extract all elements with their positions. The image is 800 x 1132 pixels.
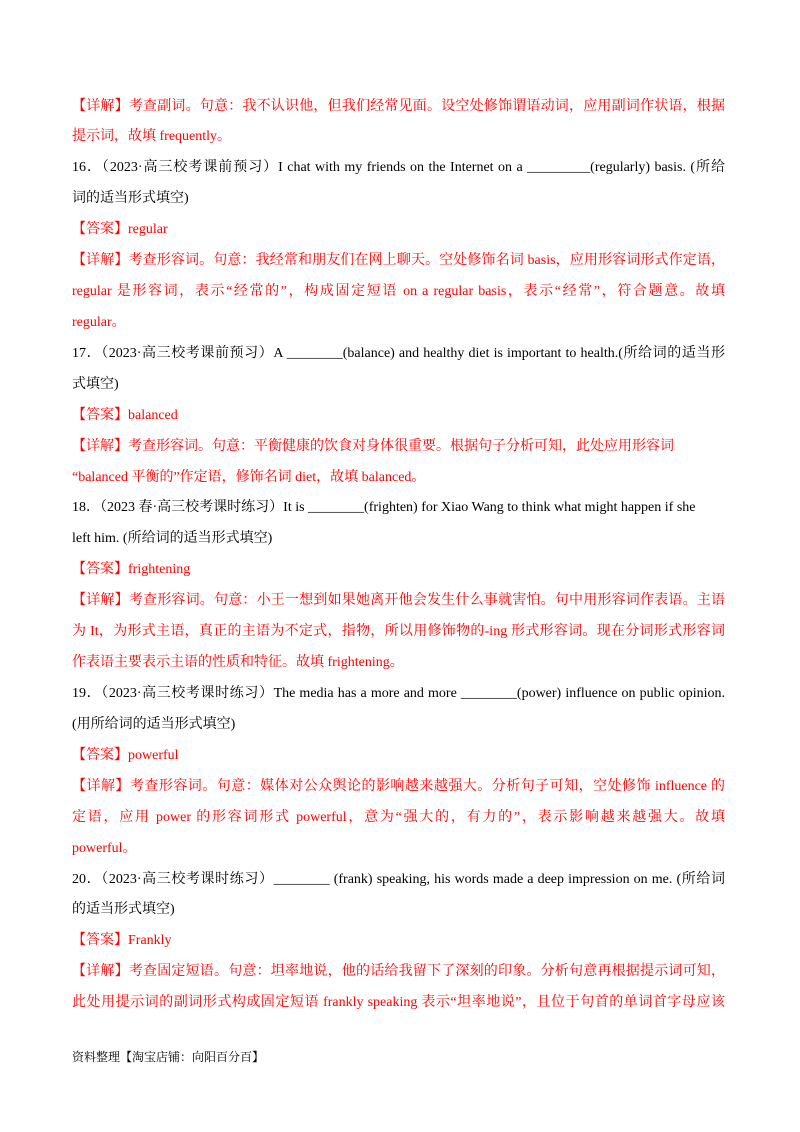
question-stem-line bbox=[72, 679, 725, 710]
detail-line bbox=[72, 648, 725, 679]
question-stem-text: 式填空) bbox=[72, 376, 119, 392]
answer-text: regular bbox=[128, 222, 168, 238]
detail-line bbox=[72, 277, 725, 308]
answer-line bbox=[72, 401, 725, 432]
detail-text: 考查固定短语。句意：坦率地说，他的话给我留下了深刻的印象。分析句意再根据提示词可知， bbox=[128, 964, 725, 980]
question-source: （2023·高三校考课前预习） bbox=[101, 345, 274, 361]
question-stem-line bbox=[72, 339, 725, 370]
question-stem-line bbox=[72, 493, 725, 524]
detail-line bbox=[72, 772, 725, 803]
detail-text: regular。 bbox=[72, 314, 126, 330]
question-stem-text: It is ________(frighten) for Xiao Wang to think what might happen if she bbox=[283, 500, 696, 516]
question-16 bbox=[72, 153, 725, 339]
detail-text: 考查副词。句意：我不认识他，但我们经常见面。设空处修饰谓语动词，应用副词作状语，根据 bbox=[128, 98, 725, 114]
detail-label: 【详解】 bbox=[72, 98, 129, 114]
question-stem-line bbox=[72, 895, 725, 926]
question-20 bbox=[72, 865, 725, 1020]
detail-label: 【详解】 bbox=[72, 964, 129, 980]
question-stem-text: I chat with my friends on the Internet on a _________(regularly) basis. (所给 bbox=[278, 160, 725, 176]
question-number: 19． bbox=[72, 686, 102, 702]
question-stem-text: 词的适当形式填空) bbox=[72, 191, 189, 207]
detail-line bbox=[72, 122, 725, 153]
answer-label: 【答案】 bbox=[72, 933, 128, 949]
question-number: 20． bbox=[72, 871, 102, 887]
detail-label: 【详解】 bbox=[72, 778, 130, 794]
question-stem-line bbox=[72, 153, 725, 184]
detail-text: 作表语主要表示主语的性质和特征。故填 frightening。 bbox=[72, 655, 404, 671]
question-stem-line bbox=[72, 865, 725, 896]
question-stem-line bbox=[72, 184, 725, 215]
question-number: 17． bbox=[72, 345, 102, 361]
detail-line bbox=[72, 586, 725, 617]
question-stem-text: 的适当形式填空) bbox=[72, 902, 175, 918]
answer-label: 【答案】 bbox=[72, 222, 128, 238]
detail-line bbox=[72, 834, 725, 865]
question-stem-line bbox=[72, 710, 725, 741]
question-stem-text: (用所给词的适当形式填空) bbox=[72, 716, 236, 732]
detail-text: 为 It，为形式主语，真正的主语为不定式，指物，所以用修饰物的-ing 形式形容词。现在分词形式形容词 bbox=[72, 624, 725, 640]
detail-text: 此处用提示词的副词形式构成固定短语 frankly speaking 表示“坦率地说”，且位于句首的单词首字母应该 bbox=[72, 995, 725, 1011]
detail-text: 考查形容词。句意：媒体对公众舆论的影响越来越强大。分析句子可知，空处修饰 influence 的 bbox=[129, 778, 725, 794]
question-stem-text: A ________(balance) and healthy diet is important to health.(所给词的适当形 bbox=[273, 345, 725, 361]
detail-line bbox=[72, 957, 725, 988]
answer-line bbox=[72, 555, 725, 586]
page-content bbox=[72, 92, 725, 1020]
question-18 bbox=[72, 493, 725, 679]
answer-line bbox=[72, 926, 725, 957]
detail-label: 【详解】 bbox=[72, 593, 129, 609]
question-stem-text: left him. (所给词的适当形式填空) bbox=[72, 531, 273, 547]
question-source: （2023·高三校考课前预习） bbox=[101, 160, 279, 176]
footer-note: 资料整理【淘宝店铺：向阳百分百】 bbox=[72, 1050, 265, 1064]
detail-text: 提示词，故填 frequently。 bbox=[72, 129, 232, 145]
detail-text: powerful。 bbox=[72, 840, 137, 856]
question-source: （2023·高三校考课时练习） bbox=[101, 871, 274, 887]
detail-line bbox=[72, 432, 725, 463]
detail-line bbox=[72, 308, 725, 339]
detail-line bbox=[72, 463, 725, 494]
detail-text: 考查形容词。句意：平衡健康的饮食对身体很重要。根据句子分析可知，此处应用形容词 bbox=[128, 438, 674, 454]
answer-text: balanced bbox=[128, 407, 178, 423]
question-number: 16． bbox=[72, 160, 102, 176]
detail-label: 【详解】 bbox=[72, 253, 129, 269]
answer-label: 【答案】 bbox=[72, 747, 128, 763]
answer-line bbox=[72, 741, 725, 772]
question-19 bbox=[72, 679, 725, 865]
answer-text: frightening bbox=[128, 562, 191, 578]
detail-line bbox=[72, 92, 725, 123]
question-17 bbox=[72, 339, 725, 494]
detail-text: regular 是形容词，表示“经常的”，构成固定短语 on a regular basis，表示“经常”，符合题意。故填 bbox=[72, 284, 725, 300]
detail-label: 【详解】 bbox=[72, 438, 128, 454]
detail-text: 考查形容词。句意：小王一想到如果她离开他会发生什么事就害怕。句中用形容词作表语。主语 bbox=[128, 593, 725, 609]
question-number: 18． bbox=[72, 500, 100, 516]
answer-label: 【答案】 bbox=[72, 562, 128, 578]
question-source: （2023 春·高三校考课时练习） bbox=[100, 500, 284, 516]
detail-line bbox=[72, 803, 725, 834]
answer-line bbox=[72, 215, 725, 246]
detail-text: 定语，应用 power 的形容词形式 powerful，意为“强大的，有力的”，表示影响越来越强大。故填 bbox=[72, 809, 725, 825]
answer-text: Frankly bbox=[128, 933, 172, 949]
question-stem-text: ________ (frank) speaking, his words made a deep impression on me. (所给词 bbox=[273, 871, 725, 887]
detail-text: 考查形容词。句意：我经常和朋友们在网上聊天。空处修饰名词 basis，应用形容词形式作定语， bbox=[128, 253, 725, 269]
prev-detail bbox=[72, 92, 725, 154]
detail-text: “balanced 平衡的”作定语，修饰名词 diet，故填 balanced。 bbox=[72, 469, 426, 485]
answer-text: powerful bbox=[128, 747, 179, 763]
answer-label: 【答案】 bbox=[72, 407, 128, 423]
detail-line bbox=[72, 617, 725, 648]
question-stem-text: The media has a more and more ________(power) influence on public opinion. bbox=[273, 686, 725, 702]
question-stem-line bbox=[72, 524, 725, 555]
detail-line bbox=[72, 246, 725, 277]
question-source: （2023·高三校考课时练习） bbox=[101, 686, 274, 702]
detail-line bbox=[72, 988, 725, 1019]
question-stem-line bbox=[72, 370, 725, 401]
